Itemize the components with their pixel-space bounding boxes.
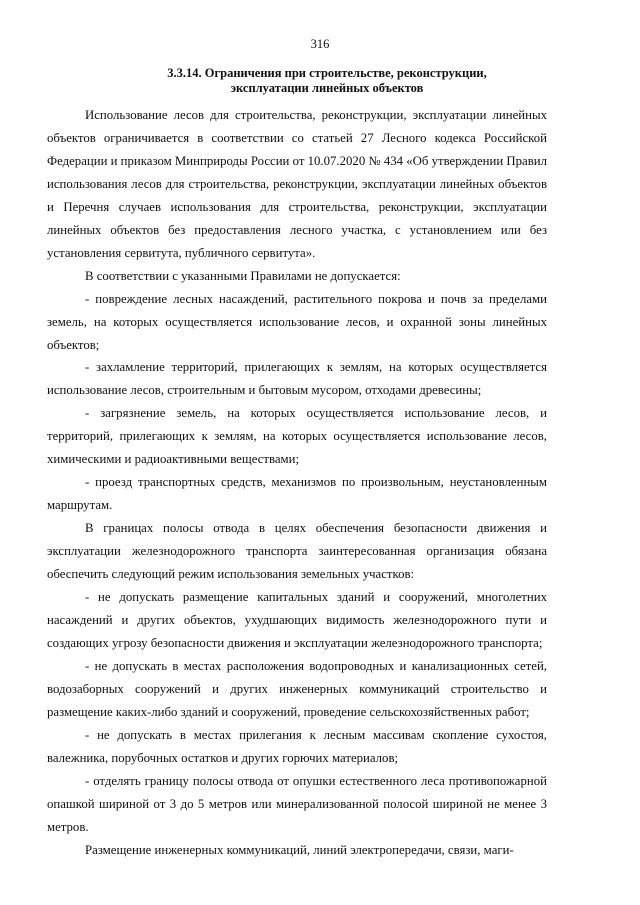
list-item: - проезд транспортных средств, механизмов по произвольным, неустановленным маршрутам.	[47, 475, 547, 513]
list-item: - не допускать в местах прилегания к лесным массивам скопление сухостоя, валежника, порубочных остатков и других горючих материалов;	[47, 727, 547, 765]
list-item: - захламление территорий, прилегающих к землям, на которых осуществляется использование лесов, строительным и бытовым мусором, отходами древесины;	[47, 360, 547, 398]
list-item: - повреждение лесных насаждений, растительного покрова и почв за пределами земель, на которых осуществляется использование лесов, и охранной зоны линейных объектов;	[47, 291, 547, 352]
section-heading-line-1: 3.3.14. Ограничения при строительстве, реконструкции,	[167, 66, 487, 80]
list-item: - не допускать в местах расположения водопроводных и канализационных сетей, водозаборных сооружений и других инженерных коммуникаций строительство и размещение каких-либо зданий и сооружений, проведение сельскохозяйственных работ;	[47, 658, 547, 719]
paragraph: В соответствии с указанными Правилами не допускается:	[85, 268, 401, 283]
list-item: - загрязнение земель, на которых осуществляется использование лесов, и территорий, прилегающих к землям, на которых осуществляется использование лесов, химическими и радиоактивными веществами;	[47, 406, 547, 467]
section-heading	[108, 66, 546, 96]
page-number: 316	[310, 37, 330, 51]
section-heading-line-2: эксплуатации линейных объектов	[230, 81, 424, 95]
document-body	[47, 104, 547, 861]
paragraph: В границах полосы отвода в целях обеспечения безопасности движения и эксплуатации железнодорожного транспорта заинтересованная организация обязана обеспечить следующий режим использования земельных участков:	[47, 521, 547, 582]
paragraph: Использование лесов для строительства, реконструкции, эксплуатации линейных объектов ограничивается в соответствии со статьей 27 Лесного кодекса Российской Федерации и приказом Минприроды России от 10.07.2020 № 434 «Об утверждении Правил использования лесов для строительства, реконструкции, эксплуатации линейных объектов и Перечня случаев использования для строительства, реконструкции, эксплуатации линейных объектов без предоставления лесного участка, с установлением или без установления сервитута, публичного сервитута».	[47, 108, 547, 260]
paragraph: Размещение инженерных коммуникаций, линий электропередачи, связи, маги-	[85, 842, 514, 857]
list-item: - отделять границу полосы отвода от опушки естественного леса противопожарной опашкой шириной от 3 до 5 метров или минерализованной полосой шириной не менее 3 метров.	[47, 773, 547, 834]
list-item: - не допускать размещение капитальных зданий и сооружений, многолетних насаждений и других объектов, ухудшающих видимость железнодорожного пути и создающих угрозу безопасности движения и эксплуатации железнодорожного транспорта;	[47, 590, 547, 650]
